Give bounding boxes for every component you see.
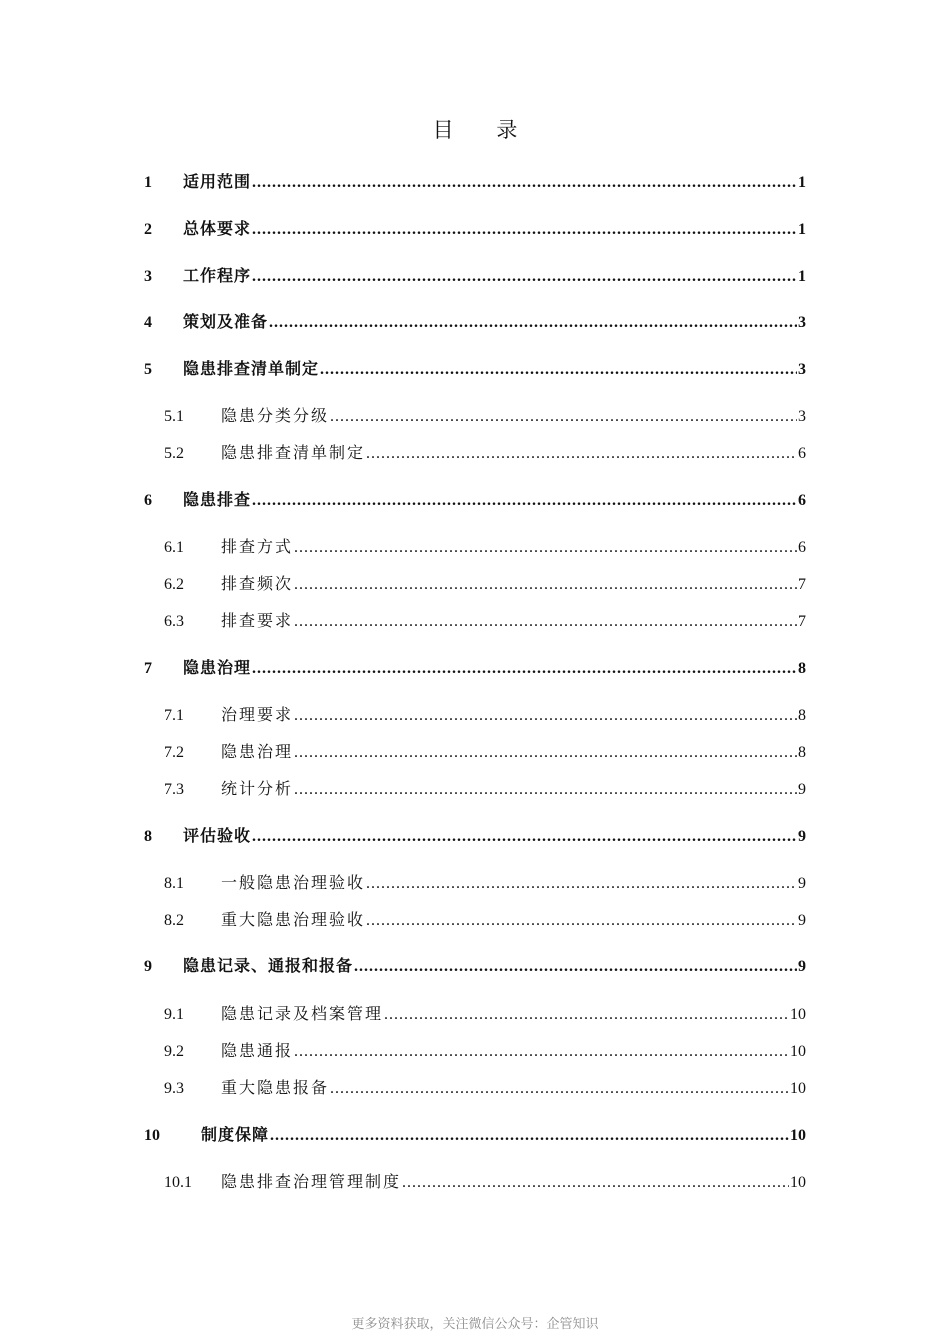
- toc-entry-label: 隐患治理: [183, 658, 252, 677]
- toc-leader-dots: [252, 657, 797, 681]
- toc-entry-number: 9.1: [164, 1006, 184, 1023]
- toc-entry-3[interactable]: [144, 264, 806, 288]
- toc-leader-dots: [270, 1124, 789, 1148]
- toc-leader-dots: [330, 1077, 789, 1101]
- toc-leader-dots: [294, 741, 797, 765]
- toc-entry-number: 10: [144, 1127, 160, 1144]
- toc-entry-8-1[interactable]: [144, 871, 806, 895]
- toc-entry-label: 重大隐患报备: [221, 1078, 330, 1097]
- toc-entry-6-3[interactable]: [144, 609, 806, 633]
- toc-entry-page: 3: [798, 408, 806, 425]
- toc-leader-dots: [294, 536, 797, 560]
- toc-entry-7[interactable]: [144, 656, 806, 680]
- toc-entry-label: 统计分析: [221, 779, 294, 798]
- toc-entry-label: 重大隐患治理验收: [221, 910, 366, 929]
- toc-entry-label: 隐患排查: [183, 490, 252, 509]
- toc-entry-7-1[interactable]: [144, 703, 806, 727]
- toc-entry-label: 隐患排查治理管理制度: [221, 1172, 402, 1191]
- toc-entry-number: 5: [144, 361, 152, 378]
- toc-entry-number: 10.1: [164, 1174, 192, 1191]
- toc-entry-number: 8.1: [164, 875, 184, 892]
- toc-entry-number: 7.1: [164, 707, 184, 724]
- toc-entry-page: 3: [798, 314, 806, 331]
- toc-entry-label: 策划及准备: [183, 312, 269, 331]
- toc-entry-page: 10: [790, 1043, 806, 1060]
- toc-leader-dots: [269, 311, 797, 335]
- toc-entry-5-2[interactable]: [144, 441, 806, 465]
- toc-entry-page: 8: [798, 660, 806, 677]
- toc-entry-number: 6.1: [164, 539, 184, 556]
- toc-entry-page: 6: [798, 492, 806, 509]
- toc-leader-dots: [252, 489, 797, 513]
- toc-entry-page: 10: [790, 1174, 806, 1191]
- toc-leader-dots: [252, 171, 797, 195]
- toc-entry-label: 排查方式: [221, 537, 294, 556]
- toc-leader-dots: [252, 218, 797, 242]
- toc-leader-dots: [252, 265, 797, 289]
- toc-entry-4[interactable]: [144, 310, 806, 334]
- toc-entry-number: 5.1: [164, 408, 184, 425]
- toc-entry-number: 9.2: [164, 1043, 184, 1060]
- toc-entry-10[interactable]: [144, 1123, 806, 1147]
- toc-leader-dots: [294, 573, 797, 597]
- toc-entry-number: 7.2: [164, 744, 184, 761]
- toc-entry-number: 8: [144, 828, 152, 845]
- toc-entry-page: 6: [798, 445, 806, 462]
- toc-leader-dots: [294, 610, 797, 634]
- toc-entry-8-2[interactable]: [144, 908, 806, 932]
- toc-leader-dots: [354, 955, 797, 979]
- toc-entry-9[interactable]: [144, 954, 806, 978]
- toc-entry-label: 隐患分类分级: [221, 406, 330, 425]
- toc-entry-5[interactable]: [144, 357, 806, 381]
- toc-entry-label: 隐患记录及档案管理: [221, 1004, 384, 1023]
- toc-entry-page: 1: [798, 268, 806, 285]
- toc-entry-number: 7.3: [164, 781, 184, 798]
- toc-entry-9-1[interactable]: [144, 1002, 806, 1026]
- toc-leader-dots: [294, 704, 797, 728]
- toc-leader-dots: [384, 1003, 789, 1027]
- toc-entry-label: 适用范围: [183, 172, 252, 191]
- toc-leader-dots: [366, 909, 797, 933]
- toc-leader-dots: [366, 872, 797, 896]
- footer-note: 更多资料获取，关注微信公众号：企管知识: [351, 1317, 599, 1332]
- toc-entry-number: 7: [144, 660, 152, 677]
- toc-entry-6-2[interactable]: [144, 572, 806, 596]
- toc-entry-number: 6: [144, 492, 152, 509]
- toc-entry-number: 3: [144, 268, 152, 285]
- toc-title: 目 录: [432, 118, 536, 142]
- toc-entry-label: 治理要求: [221, 705, 294, 724]
- toc-entry-number: 9.3: [164, 1080, 184, 1097]
- toc-leader-dots: [402, 1171, 789, 1195]
- toc-leader-dots: [330, 405, 797, 429]
- toc-entry-label: 隐患记录、通报和报备: [183, 956, 354, 975]
- toc-entry-6[interactable]: [144, 488, 806, 512]
- toc-entry-label: 隐患通报: [221, 1041, 294, 1060]
- toc-entry-label: 工作程序: [183, 266, 252, 285]
- toc-entry-number: 6.3: [164, 613, 184, 630]
- toc-leader-dots: [294, 778, 797, 802]
- toc-leader-dots: [366, 442, 797, 466]
- toc-leader-dots: [294, 1040, 789, 1064]
- toc-entry-label: 隐患治理: [221, 742, 294, 761]
- toc-entry-6-1[interactable]: [144, 535, 806, 559]
- toc-entry-label: 评估验收: [183, 826, 252, 845]
- toc-leader-dots: [320, 358, 797, 382]
- toc-entry-label: 排查要求: [221, 611, 294, 630]
- toc-entry-1[interactable]: [144, 170, 806, 194]
- toc-entry-page: 9: [798, 781, 806, 798]
- toc-entry-7-3[interactable]: [144, 777, 806, 801]
- toc-entry-page: 8: [798, 744, 806, 761]
- toc-entry-page: 9: [798, 912, 806, 929]
- toc-entry-8[interactable]: [144, 824, 806, 848]
- toc-entry-label: 总体要求: [183, 219, 252, 238]
- toc-entry-page: 8: [798, 707, 806, 724]
- toc-entry-2[interactable]: [144, 217, 806, 241]
- toc-entry-7-2[interactable]: [144, 740, 806, 764]
- toc-entry-page: 9: [798, 958, 806, 975]
- toc-leader-dots: [252, 825, 797, 849]
- toc-entry-page: 7: [798, 576, 806, 593]
- toc-entry-page: 9: [798, 828, 806, 845]
- toc-entry-page: 10: [790, 1080, 806, 1097]
- toc-entry-number: 9: [144, 958, 152, 975]
- toc-entry-page: 3: [798, 361, 806, 378]
- toc-entry-page: 7: [798, 613, 806, 630]
- toc-entry-number: 4: [144, 314, 152, 331]
- toc-entry-number: 1: [144, 174, 152, 191]
- toc-entry-10-1[interactable]: [144, 1170, 806, 1194]
- toc-entry-label: 隐患排查清单制定: [183, 359, 320, 378]
- toc-entry-label: 制度保障: [201, 1125, 270, 1144]
- toc-entry-label: 一般隐患治理验收: [221, 873, 366, 892]
- toc-entry-5-1[interactable]: [144, 404, 806, 428]
- toc-entry-page: 10: [790, 1006, 806, 1023]
- toc-entry-page: 1: [798, 174, 806, 191]
- toc-entry-page: 6: [798, 539, 806, 556]
- toc-entry-page: 1: [798, 221, 806, 238]
- toc-entry-number: 8.2: [164, 912, 184, 929]
- toc-entry-label: 排查频次: [221, 574, 294, 593]
- toc-entry-label: 隐患排查清单制定: [221, 443, 366, 462]
- toc-entry-9-3[interactable]: [144, 1076, 806, 1100]
- toc-entry-page: 9: [798, 875, 806, 892]
- toc-entry-page: 10: [790, 1127, 806, 1144]
- toc-entry-number: 5.2: [164, 445, 184, 462]
- toc-entry-9-2[interactable]: [144, 1039, 806, 1063]
- toc-entry-number: 2: [144, 221, 152, 238]
- toc-entry-number: 6.2: [164, 576, 184, 593]
